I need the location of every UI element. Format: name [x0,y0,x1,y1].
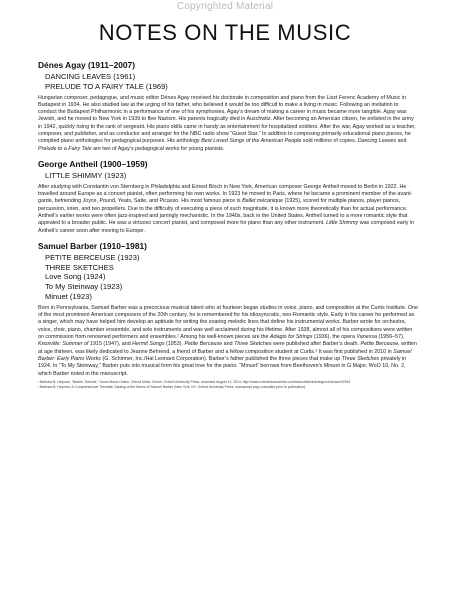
bio-italic-title: Best Loved Songs of the American People [201,138,302,145]
bio-italic-title: Petite Berceuse [360,341,399,348]
work-title: Minuet (1923) [45,292,92,302]
bio-italic-title: Hermit Songs [132,341,165,348]
footnote: ² Barbara B. Heyman, A Comprehensive Thematic Catalog of the Works of Samuel Barber (New York, NY: Oxford University Press, manuscript copy consulted prior to publication). [38,384,307,389]
bio-text: , written at age thirteen, was likely dedicated to Jeanne Behrend, a friend of Barber and a fellow composition student at Curtis.² It was first published in 2010 in [38,341,417,355]
work-title: PRELUDE TO A FAIRY TALE (1969) [45,81,168,91]
work-title: To My Steinway (1923) [45,282,123,292]
bio-text: was composed early in Antheil’s career soon after moving to Europe. [38,220,415,234]
bio-text: were published after Barber’s death. [271,341,361,348]
bio-text: sold millions of copies. [301,138,358,145]
bio-italic-title: Vanessa [356,334,378,341]
works-list [38,72,418,92]
bio-text: Hungarian composer, pedagogue, and music editor Dénes Agay received his doctorate in composition and piano from the Liszt Ferenc Academy of Music in Budapest in 1934. He also studied law at the urging of his father, who believed it would be too difficult to make a living in music. Following an invitation to conduct the Budapest Philharmonic in a performance of one of his symphonies, Agay’s dream of making a career in music became more tangible. Agay was Jewish, and he moved to New York in 1939 to flee Nazism. His parents tragically died in Auschwitz. After becoming an American citizen, he enlisted in the army in 1942, quickly rising to the rank of sergeant. His piano skills came in handy as entertainment for hospitalized soldiers. After the war, Agay worked as a teacher, composer, and publisher, and as conductor and arranger for the NBC radio show “Guest Star.” In addition to composing primarily educational piano pieces, he compiled piano anthologies for pedagogical purposes. His anthology [38,94,416,145]
bio-text: (G. Schirmer, Inc./Hal Leonard Corporation). Barber’s father published the three pieces that make up [100,355,342,362]
composer-biography [38,95,418,153]
work-title: LITTLE SHIMMY (1923) [45,170,127,180]
work-title: DANCING LEAVES (1961) [45,72,136,81]
footnotes [38,380,418,389]
composer-biography [38,184,418,235]
page-title: NOTES ON THE MUSIC [98,20,352,45]
copyright-watermark: Copyrighted Material [176,1,274,12]
bio-text: After studying with Constantin von Sternberg in Philadelphia and Ernest Bloch in New York, American composer George Antheil moved to Berlin in 1922. He travelled around Europe as a concert pianist, often performing his own works. In 1923 he moved to Paris, where he became a prominent member of the avant-garde, befriending Joyce, Pound, Yeats, Satie, and Picasso. His most famous piece is [38,183,413,205]
footnote: ¹ Barbara B. Heyman, “Barber, Samuel,” Grove Music Online, Oxford Music Online, Oxford University Press, accessed August 12, 2014, http://www.oxfordmusiconline.com/subscriber/article/grove/music/01994. [38,379,352,384]
bio-italic-title: Prelude to a Fairy Tale [38,145,92,152]
bio-text: and [396,138,407,145]
bio-italic-title: Three Sketches [341,355,380,362]
composer-heading: Samuel Barber (1910–1981) [38,240,147,251]
works-list [38,171,418,181]
bio-italic-title: Samuel Barber: Early Piano Works [38,348,412,362]
bio-text: privately in 1924. In “To My Steinway,” Barber puts into musical form his great love for the piano. “Minuet” borrows from Beethoven’s Minuet in G Major, WoO 10, No. 2, which Barber noted in the manuscript. [38,355,407,377]
bio-text: and [222,341,235,348]
bio-italic-title: Knoxville: Summer of 1915 [38,341,102,348]
bio-text: (1947), and [101,341,133,348]
bio-text: (1936), the opera [312,334,357,341]
bio-italic-title: Little Shimmy [326,220,359,227]
bio-text: (1953). [164,341,185,348]
bio-text: (1956–57), [377,334,405,341]
bio-text: (1925), scored for multiple pianos, player pianos, percussion, siren, and two propellers. Due to the difficulty of executing a piece of such magnitude, it is known more theoretically than for actual performance. Antheil’s earlier works were often jazz-inspired and jarringly mechanistic. In the 1940s, back in the United States, Antheil turned to a more romantic style that appealed to a broader public. He was a virtuoso concert pianist, and composed more for piano than any other instrument. [38,198,408,227]
section-barber [38,241,418,378]
work-title: Love Song (1924) [45,272,106,282]
section-agay [38,60,418,153]
bio-italic-title: Ballet mécanique [242,198,284,205]
bio-italic-title: Dancing Leaves [357,138,397,145]
works-list [38,253,418,302]
composer-heading: Dénes Agay (1911–2007) [38,60,135,70]
composer-heading: George Antheil (1900–1959) [38,158,148,169]
work-title: PETITE BERCEUSE (1923) [45,252,140,262]
bio-italic-title: Petite Berceuse [184,341,223,348]
notes-content [38,60,418,389]
bio-italic-title: Three Sketches [234,341,272,348]
composer-biography [38,305,418,378]
bio-text: Born in Pennsylvania, Samuel Barber was a precocious musical talent who at fourteen began studies in voice, piano, and composition at the Curtis Institute. One of the most prominent American composers of the 20th century, he is remembered for his idiosyncratic, neo-Romantic style. Early in his career he performed as a singer, which may have helped him develop an aptitude for writing the soaring melodic lines that define his instrumental works. Barber wrote for orchestra, voice, choir, piano, chamber ensemble, and solo instruments and was well acclaimed during his lifetime. After 1938, almost all of his compositions were written on commission from renowned performers and ensembles.¹ Among his well-known pieces are the [38,304,418,341]
work-title: THREE SKETCHES [45,262,114,272]
bio-text: are two of Agay’s pedagogical works for young pianists. [91,145,225,152]
section-antheil [38,159,418,235]
bio-italic-title: Adagio for Strings [269,334,313,341]
